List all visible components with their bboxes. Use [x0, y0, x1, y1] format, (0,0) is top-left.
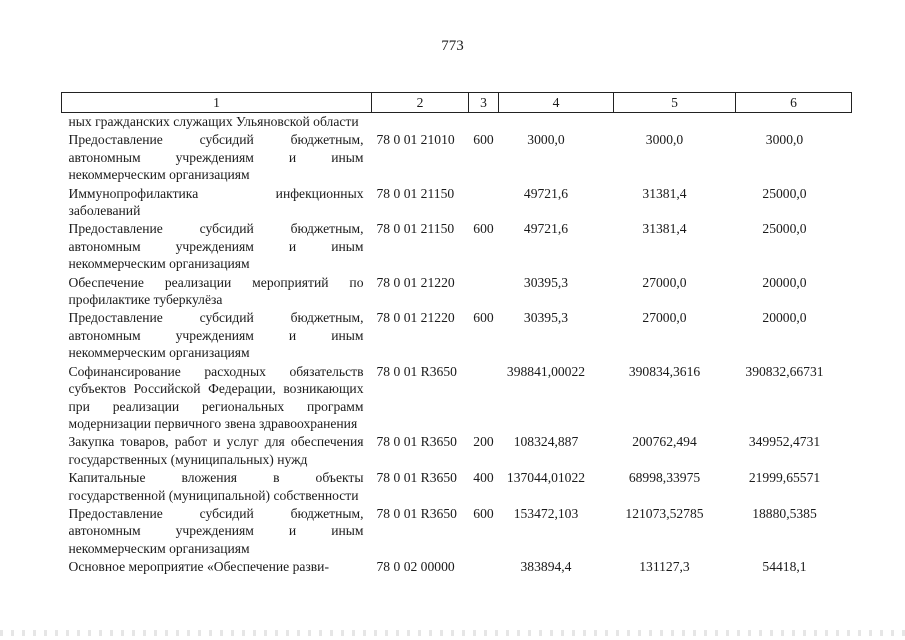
table-row	[62, 558, 852, 576]
row-name: Иммунопрофилактика инфекционных заболеваний	[68, 185, 364, 219]
row-value-2: 27000,0	[642, 310, 687, 326]
row-name: Предоставление субсидий бюджетным, автономным учреждениям и иным некоммерческим организациям	[68, 132, 364, 183]
table-header	[62, 93, 852, 113]
row-vr: 600	[473, 310, 494, 326]
scan-edge-noise	[0, 630, 905, 636]
table-row	[62, 113, 852, 132]
row-value-1: 49721,6	[523, 185, 569, 201]
row-value-1: 398841,00022	[506, 363, 586, 379]
row-code: 78 0 01 R3650	[376, 434, 457, 450]
row-vr: 600	[473, 221, 494, 237]
row-value-2: 121073,52785	[625, 505, 704, 521]
row-code: 78 0 02 00000	[376, 559, 455, 575]
row-name: Капитальные вложения в объекты государственной (муниципальной) собственности	[68, 470, 364, 503]
page-number: 773	[441, 38, 464, 54]
row-value-3: 18880,5385	[752, 505, 817, 521]
table-row	[62, 505, 852, 558]
row-value-1: 49721,6	[523, 221, 569, 237]
header-col-5: 5	[614, 93, 736, 113]
row-name: Предоставление субсидий бюджетным, автономным учреждениям и иным некоммерческим организациям	[68, 505, 364, 556]
budget-table	[61, 92, 852, 577]
row-value-1: 108324,887	[513, 434, 579, 450]
row-value-3: 20000,0	[762, 310, 807, 326]
row-vr	[469, 558, 499, 576]
row-vr: 200	[473, 434, 494, 450]
row-code: 78 0 01 21220	[376, 310, 455, 326]
row-value-3: 3000,0	[765, 132, 804, 148]
row-code: 78 0 01 R3650	[376, 470, 457, 486]
row-name: Софинансирование расходных обязательств субъектов Российской Федерации, возникающих при реализации региональных программ модернизации первичного звена здравоохранения	[68, 363, 364, 431]
table-body	[62, 113, 852, 577]
row-code	[372, 113, 469, 132]
row-value-2: 200762,494	[632, 434, 697, 450]
row-value-1	[499, 113, 614, 132]
row-code: 78 0 01 21150	[376, 185, 455, 201]
table-row	[62, 274, 852, 310]
row-code: 78 0 01 21150	[376, 221, 455, 237]
row-value-3: 25000,0	[762, 185, 807, 201]
row-value-2: 27000,0	[642, 274, 687, 290]
table-row	[62, 220, 852, 273]
row-value-3: 25000,0	[762, 221, 807, 237]
table-row	[62, 469, 852, 505]
row-value-2	[614, 113, 736, 132]
row-value-3: 54418,1	[762, 559, 807, 575]
header-col-6: 6	[736, 93, 852, 113]
row-vr: 400	[473, 470, 494, 486]
row-value-1: 30395,3	[523, 274, 569, 290]
table-row	[62, 309, 852, 362]
header-col-3: 3	[469, 93, 499, 113]
table-row	[62, 131, 852, 184]
row-vr	[469, 363, 499, 434]
row-vr: 600	[473, 132, 494, 148]
row-name: Основное мероприятие «Обеспечение разви-	[68, 559, 329, 575]
row-name: Обеспечение реализации мероприятий по профилактике туберкулёза	[68, 274, 364, 308]
row-value-1: 137044,01022	[506, 470, 586, 486]
header-col-4: 4	[499, 93, 614, 113]
row-value-3: 390832,66731	[745, 363, 824, 379]
table-row	[62, 363, 852, 434]
row-value-1: 153472,103	[513, 505, 579, 521]
table-row	[62, 433, 852, 469]
row-code: 78 0 01 R3650	[376, 363, 457, 379]
row-name: Предоставление субсидий бюджетным, автономным учреждениям и иным некоммерческим организациям	[68, 221, 364, 272]
row-value-2: 68998,33975	[628, 470, 701, 486]
row-code: 78 0 01 21220	[376, 274, 455, 290]
row-value-2: 31381,4	[642, 221, 687, 237]
row-vr	[469, 113, 499, 132]
row-code: 78 0 01 21010	[376, 132, 455, 148]
row-value-1: 3000,0	[527, 132, 565, 148]
row-vr	[469, 185, 499, 221]
row-value-1: 383894,4	[520, 559, 572, 575]
row-value-3: 21999,65571	[748, 470, 821, 486]
row-value-3: 349952,4731	[748, 434, 821, 450]
row-name: Закупка товаров, работ и услуг для обеспечения государственных (муниципальных) нужд	[68, 434, 364, 467]
header-row	[62, 93, 852, 113]
header-col-2: 2	[372, 93, 469, 113]
row-value-1: 30395,3	[523, 310, 569, 326]
row-vr: 600	[473, 505, 494, 521]
header-col-1: 1	[62, 93, 372, 113]
row-name: ных гражданских служащих Ульяновской области	[68, 114, 359, 129]
row-value-2: 131127,3	[639, 559, 690, 575]
row-value-3	[736, 113, 852, 132]
row-value-2: 3000,0	[645, 132, 684, 148]
row-value-2: 390834,3616	[628, 363, 701, 379]
table-row	[62, 185, 852, 221]
row-code: 78 0 01 R3650	[376, 505, 457, 521]
row-vr	[469, 274, 499, 310]
row-value-2: 31381,4	[642, 185, 687, 201]
row-value-3: 20000,0	[762, 274, 807, 290]
row-name: Предоставление субсидий бюджетным, автономным учреждениям и иным некоммерческим организациям	[68, 310, 364, 361]
